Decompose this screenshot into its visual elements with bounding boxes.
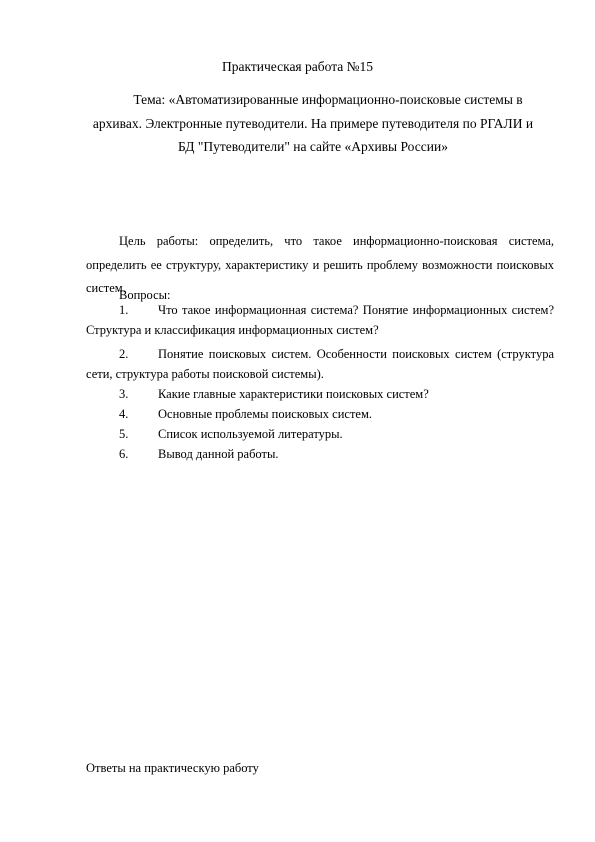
list-item <box>86 344 554 384</box>
topic-paragraph <box>88 88 538 159</box>
answers-heading: Ответы на практическую работу <box>86 761 259 775</box>
question-text: Какие главные характеристики поисковых систем? <box>158 387 429 401</box>
page-title: Практическая работа №15 <box>221 59 374 74</box>
question-number: 6. <box>119 447 129 461</box>
question-number: 5. <box>119 427 129 441</box>
question-text: Вывод данной работы. <box>158 447 279 461</box>
list-item <box>86 404 554 424</box>
question-4 <box>86 404 554 424</box>
question-6 <box>86 444 554 464</box>
list-item <box>86 444 554 464</box>
question-1 <box>86 300 554 340</box>
question-text: Основные проблемы поисковых систем. <box>158 407 373 421</box>
list-item <box>86 300 554 340</box>
question-2 <box>86 344 554 384</box>
questions-list <box>86 300 554 464</box>
question-text: Список используемой литературы. <box>158 427 343 441</box>
question-3 <box>86 384 554 404</box>
question-text: Что такое информационная система? Понятие информационных систем? Структура и классификация информационных систем? <box>86 303 554 337</box>
question-text: Понятие поисковых систем. Особенности поисковых систем (структура сети, структура работы поисковой системы). <box>86 347 554 381</box>
question-number: 3. <box>119 387 129 401</box>
question-number: 4. <box>119 407 129 421</box>
list-item <box>86 384 554 404</box>
list-item <box>86 424 554 444</box>
question-number: 2. <box>119 347 129 361</box>
goal-paragraph: Цель работы: определить, что такое информационно-поисковая система, определить ее структуру, характеристику и решить проблему возможности поисковых систем. <box>86 234 554 295</box>
topic-text: Тема: «Автоматизированные информационно-поисковые системы в архивах. Электронные путеводители. На примере путеводителя по РГАЛИ и БД "Путеводители" на сайте «Архивы России» <box>92 92 534 154</box>
questions-label: Вопросы: <box>119 288 171 302</box>
question-5 <box>86 424 554 444</box>
question-number: 1. <box>119 303 129 317</box>
